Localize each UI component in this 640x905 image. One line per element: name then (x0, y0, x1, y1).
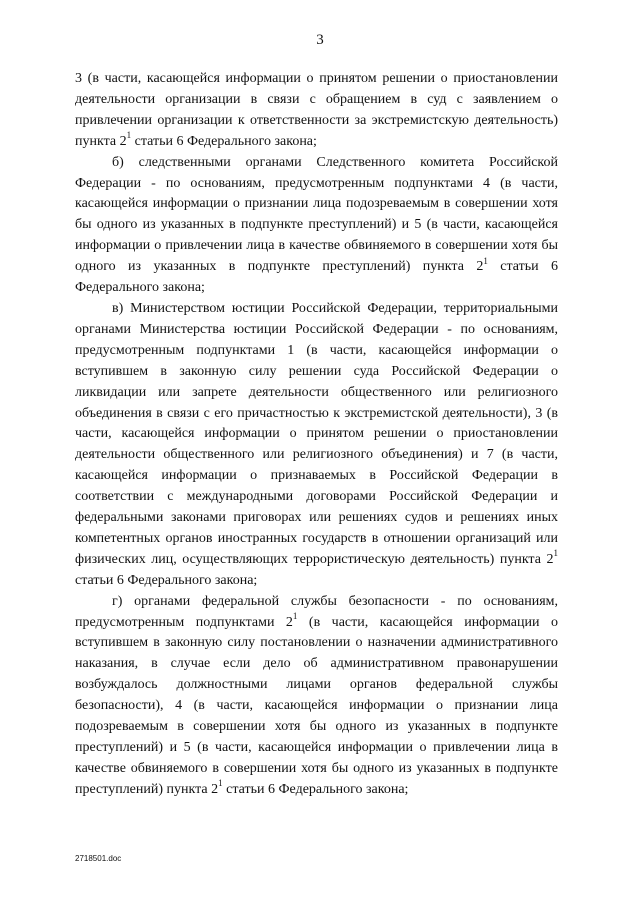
superscript: 1 (218, 778, 223, 789)
paragraph-text: (в части, касающейся информации о вступившем в законную силу постановлении о назначении административного наказания, в случае если дело об административном правонарушении возбуждалось должностными лицами органов федеральной службы безопасности), 4 (в части, касающейся информации о признании лица подозреваемым в совершении хотя бы одного из указанных в подпункте преступлений) и 5 (в части, касающейся информации о привлечении лица в качестве обвиняемого в совершении хотя бы одного из указанных в подпункте преступлений) пункта 2 (75, 614, 558, 797)
paragraph-text: в) Министерством юстиции Российской Федерации, территориальными органами Министерства юстиции Российской Федерации - по основаниям, предусмотренным подпунктами 1 (в части, касающейся информации о вступившем в законную силу решении суда Российской Федерации о ликвидации или запрете деятельности общественного или религиозного объединения в связи с его причастностью к экстремистской деятельности), 3 (в части, касающейся информации о принятом решении о приостановлении деятельности общественного или религиозного объединения) и 7 (в части, касающейся информации о признаваемых в Российской Федерации в соответствии с международными договорами Российской Федерации и федеральными законами приговорах или решениях судов и решениях иных компетентных органов иностранных государств в отношении организаций или физических лиц, осуществляющих террористическую деятельность) пункта 2 (75, 300, 558, 567)
superscript: 1 (553, 548, 558, 559)
paragraph-3-continued (75, 69, 558, 153)
superscript: 1 (126, 130, 132, 141)
paragraph-text: статьи 6 Федерального закона; (222, 781, 409, 797)
page-number: 3 (316, 32, 324, 48)
superscript: 1 (292, 610, 298, 621)
paragraph-v (75, 299, 558, 592)
paragraph-b (75, 153, 558, 299)
paragraph-text: статьи 6 Федерального закона; (131, 133, 317, 149)
superscript: 1 (483, 255, 488, 266)
paragraph-g (75, 592, 558, 801)
paragraph-text: б) следственными органами Следственного комитета Российской Федерации - по основаниям, предусмотренным подпунктами 4 (в части, касающейся информации о признании лица подозреваемым в совершении хотя бы одного из указанных в подпункте преступлений) и 5 (в части, касающейся информации о привлечении лица в качестве обвиняемого в совершении хотя бы одного из указанных в подпункте преступлений) пункта 2 (75, 154, 558, 275)
file-name-footer: 2718501.doc (75, 854, 122, 863)
paragraph-text: 3 (в части, касающейся информации о принятом решении о приостановлении деятельности организации в связи с обращением в суд с заявлением о привлечении организации к ответственности за экстремистскую деятельность) пункта 2 (75, 71, 558, 149)
document-body (75, 69, 558, 801)
paragraph-text: статьи 6 Федерального закона; (75, 572, 258, 588)
paragraph-text: г) органами федеральной службы безопасности - по основаниям, предусмотренным подпунктами 2 (75, 593, 558, 630)
paragraph-text: статьи 6 Федерального закона; (75, 259, 558, 296)
